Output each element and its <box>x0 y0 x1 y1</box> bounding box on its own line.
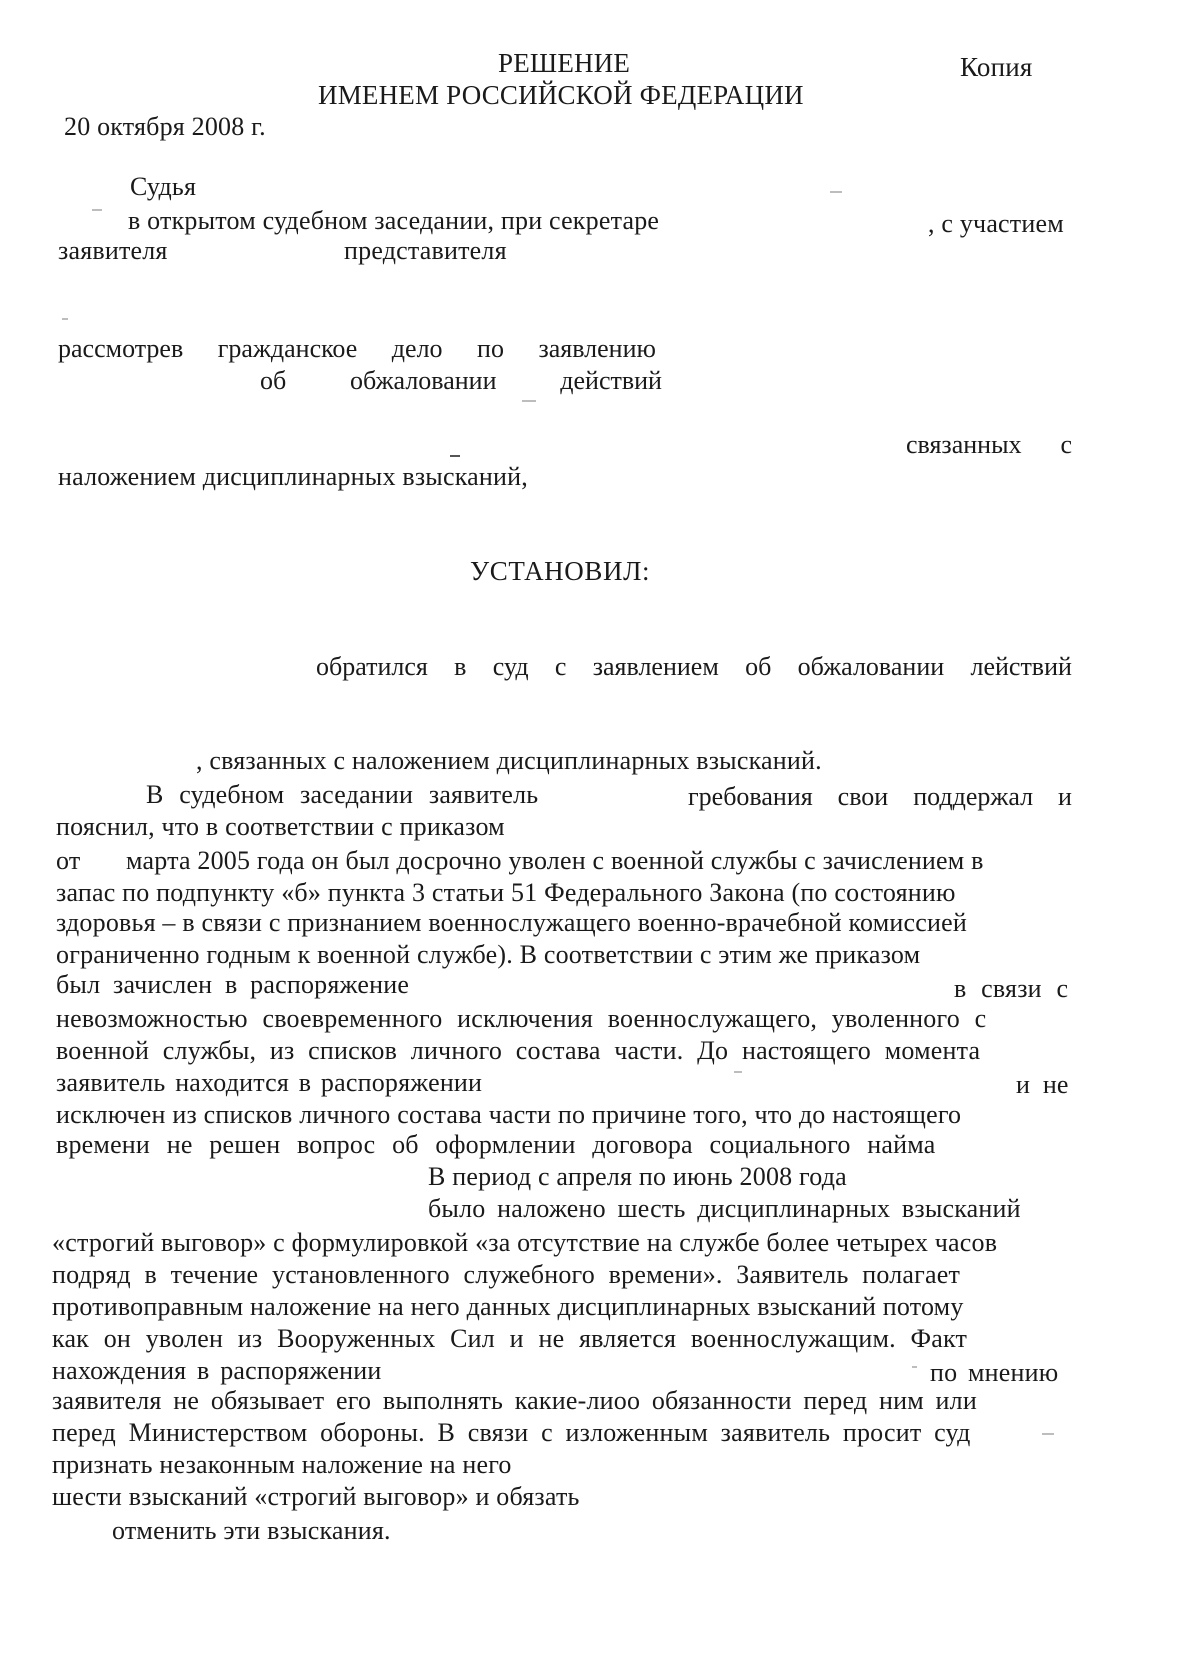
document-title: РЕШЕНИЕ <box>498 48 631 78</box>
body-line-3b: гребования свои поддержал и <box>688 782 1072 811</box>
body-line-18: подряд в течение установленного служебного времени». Заявитель полагает <box>52 1260 961 1289</box>
body-line-9a: был зачислен в распоряжение <box>56 970 410 999</box>
body-line-16: было наложено шесть дисциплинарных взысканий <box>428 1194 1021 1223</box>
body-line-13: исключен из списков личного состава части по причине того, что до настоящего <box>56 1100 962 1129</box>
body-line-25: шести взысканий «строгий выговор» и обязать <box>52 1482 580 1511</box>
body-line-9b: в связи с <box>954 974 1069 1003</box>
participation-text: , с участием <box>928 209 1064 238</box>
established-heading: УСТАНОВИЛ: <box>470 556 651 586</box>
body-line-22: заявителя не обязывает его выполнять какие-лиоо обязанности перед ним или <box>52 1386 977 1415</box>
considering-line: рассмотрев гражданское дело по заявлению <box>58 334 656 363</box>
body-line-8: ограниченно годным к военной службе). В соответствии с этим же приказом <box>56 940 921 969</box>
body-line-6: запас по подпункту «б» пункта 3 статьи 51 Федерального Закона (по состоянию <box>56 878 956 907</box>
body-line-5a: от <box>56 846 81 875</box>
session-text: в открытом судебном заседании, при секретаре <box>128 206 660 235</box>
body-line-12a: заявитель находится в распоряжении <box>56 1068 483 1097</box>
judge-label: Судья <box>130 172 197 201</box>
body-line-26: отменить эти взыскания. <box>112 1516 391 1545</box>
scan-speck <box>92 209 102 211</box>
penalties-text: наложением дисциплинарных взысканий, <box>58 462 528 491</box>
body-line-3a: В судебном заседании заявитель <box>146 780 539 809</box>
body-line-17: «строгий выговор» с формулировкой «за отсутствие на службе более четырех часов <box>52 1228 998 1257</box>
scan-speck <box>450 455 460 457</box>
body-line-15: В период с апреля по июнь 2008 года <box>428 1162 847 1191</box>
body-line-21b: по мнению <box>930 1358 1059 1387</box>
scan-speck <box>912 1366 917 1368</box>
copy-mark: Копия <box>960 52 1033 82</box>
body-line-20: как он уволен из Вооруженных Сил и не является военнослужащим. Факт <box>52 1324 968 1353</box>
body-line-5b: марта 2005 года он был досрочно уволен с военной службы с зачислением в <box>126 846 984 875</box>
body-line-4: пояснил, что в соответствии с приказом <box>56 812 505 841</box>
representative-label: представителя <box>344 236 507 265</box>
body-line-12b: и не <box>1016 1070 1069 1099</box>
scan-speck <box>522 400 536 402</box>
related-line: связанных с <box>906 430 1072 459</box>
body-line-11: военной службы, из списков личного состава части. До настоящего момента <box>56 1036 981 1065</box>
body-line-14: времени не решен вопрос об оформлении договора социального найма <box>56 1130 936 1159</box>
body-line-2: , связанных с наложением дисциплинарных взысканий. <box>196 746 822 775</box>
appeal-line: об обжаловании действий <box>260 366 662 395</box>
scan-speck <box>734 1071 742 1073</box>
body-line-19: противоправным наложение на него данных дисциплинарных взысканий потому <box>52 1292 964 1321</box>
body-line-24: признать незаконным наложение на него <box>52 1450 512 1479</box>
applicant-label: заявителя <box>58 236 168 265</box>
body-line-23: перед Министерством обороны. В связи с изложенным заявитель просит суд <box>52 1418 971 1447</box>
document-subtitle: ИМЕНЕМ РОССИЙСКОЙ ФЕДЕРАЦИИ <box>318 80 804 110</box>
body-line-1: обратился в суд с заявлением об обжаловании лействий <box>316 652 1072 681</box>
decision-date: 20 октября 2008 г. <box>64 112 266 141</box>
body-line-7: здоровья – в связи с признанием военнослужащего военно-врачебной комиссией <box>56 908 967 937</box>
scan-speck <box>1042 1433 1054 1435</box>
body-line-10: невозможностью своевременного исключения военнослужащего, уволенного с <box>56 1004 987 1033</box>
scan-speck <box>830 191 842 193</box>
scan-speck <box>62 318 68 320</box>
body-line-21a: нахождения в распоряжении <box>52 1356 382 1385</box>
